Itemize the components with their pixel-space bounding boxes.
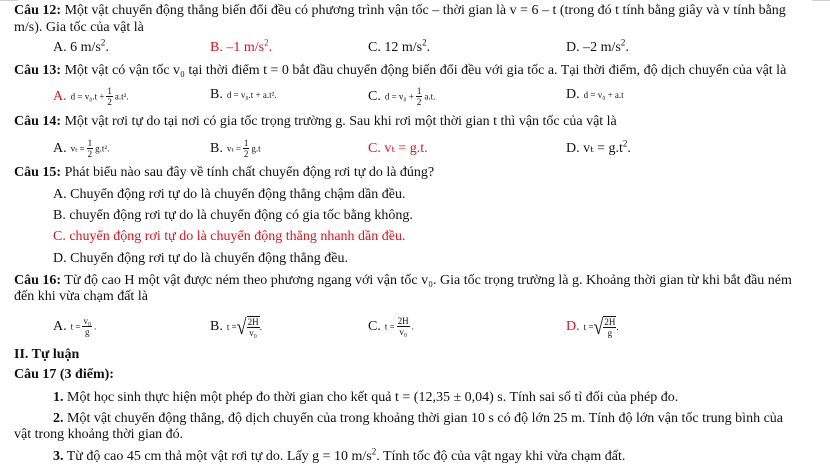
question-16-stem-cont: đến khi vừa chạm đất là xyxy=(14,289,148,304)
q12-option-b[interactable]: B. –1 $m/s^2$. xyxy=(210,37,273,55)
q12-option-d[interactable]: D. –2 $m/s^2$. xyxy=(566,37,629,55)
question-12-label: Câu 12: xyxy=(14,3,62,18)
question-15-label: Câu 15: xyxy=(14,165,62,180)
q12-option-a[interactable]: A. 6 $m/s^2$. xyxy=(53,37,109,55)
q12-option-c[interactable]: C. 12 $m/s^2$. xyxy=(368,37,431,55)
q16-option-d[interactable]: D. t = √ 2H g . xyxy=(566,315,619,339)
question-14-label: Câu 14: xyxy=(14,114,62,129)
q15-option-d[interactable]: D. Chuyển động rơi tự do là chuyển động thẳng đều. xyxy=(53,251,348,266)
q14-option-c[interactable]: C. vₜ = g.t. xyxy=(368,141,428,156)
question-14-stem: Câu 14: Một vật rơi tự do tại nơi có gia tốc trọng trường g. Sau khi rơi một thời gian t thì vận tốc của vật là xyxy=(14,114,617,129)
question-16-stem: Câu 16: Từ độ cao H một vật được ném theo phương ngang với vận tốc v₀. Gia tốc trọng trường là g. Khoảng thời gian từ khi bắt đầu ném xyxy=(14,273,792,288)
question-13-label: Câu 13: xyxy=(14,63,62,78)
q13-option-b[interactable]: B. d = v₀.t + a.t². xyxy=(210,87,277,102)
section-title-essay: II. Tự luận xyxy=(14,347,80,362)
page-corner-mark-left xyxy=(0,0,18,1)
q17-item-2-cont: vật trong khoảng thời gian đó. xyxy=(14,427,184,442)
question-12-stem xyxy=(14,2,786,19)
q17-item-1: 1. Một học sinh thực hiện một phép đo thời gian cho kết quả t = (12,35 ± 0,04) s. Tính sai số tỉ đối của phép đo. xyxy=(53,390,679,405)
question-15-stem: Câu 15: Phát biểu nào sau đây về tính chất chuyển động rơi tự do là đúng? xyxy=(14,165,435,180)
q16-option-c[interactable]: C. t = $\frac{2H}{\text{v₀}}$ . xyxy=(368,316,414,337)
page-corner-mark-right xyxy=(812,0,830,1)
question-12-stem-cont: m/s). Gia tốc của vật là xyxy=(14,20,144,35)
question-16-label: Câu 16: xyxy=(14,273,62,288)
q15-option-b[interactable]: B. chuyển động rơi tự do là chuyển động có gia tốc bằng không. xyxy=(53,208,413,223)
q14-option-b[interactable]: B. vₜ = $\frac{1}{2}$ g.t xyxy=(210,138,261,159)
q15-option-a[interactable]: A. Chuyển động rơi tự do là chuyển động thẳng chậm dần đều. xyxy=(53,187,406,202)
question-17-title: Câu 17 (3 điểm): xyxy=(14,367,114,382)
q13-option-d[interactable]: D. d = v₀ + a.t xyxy=(566,87,624,102)
q17-item-3: 3. Từ độ cao 45 cm thả một vật rơi tự do. Lấy g = 10 $m/s^2$. Tính tốc độ của vật ngay khi vừa chạm đất. xyxy=(53,446,626,464)
square-root-symbol: √ 2H g xyxy=(593,315,616,339)
q13-option-a[interactable]: A. d = v₀.t + $\frac{1}{2}$ a.t². xyxy=(53,86,129,107)
question-13-stem: Câu 13: Một vật có vận tốc v₀ tại thời điểm t = 0 bắt đầu chuyển động biến đổi đều với gia tốc a. Tại thời điểm, độ dịch chuyển của vật là xyxy=(14,63,787,78)
q14-option-d[interactable]: D. $v_t = g.t^2$. xyxy=(566,138,631,156)
q16-option-b[interactable]: B. t = √ 2H v₀ . xyxy=(210,315,262,339)
square-root-symbol: √ 2H v₀ xyxy=(236,315,259,339)
q15-option-c[interactable]: C. chuyển động rơi tự do là chuyển động thẳng nhanh dần đều. xyxy=(53,229,406,244)
question-12-text: Một vật chuyển động thẳng biến đổi đều có phương trình vận tốc – thời gian là v = 6 – t (trong đó t tính bằng giây và v tính bằng xyxy=(61,3,786,18)
q14-option-a[interactable]: A. vₜ = $\frac{1}{2}$ g.t². xyxy=(53,138,110,159)
q13-option-c[interactable]: C. d = v₀ + $\frac{1}{2}$ a.t. xyxy=(368,86,436,107)
q17-item-2: 2. Một vật chuyển động thẳng, độ dịch chuyển của trong khoảng thời gian 10 s có độ lớn 25 m. Tính độ lớn vận tốc trung bình của xyxy=(53,411,783,426)
q16-option-a[interactable]: A. t = $\frac{\text{v₀}}{g}$ . xyxy=(53,316,97,337)
